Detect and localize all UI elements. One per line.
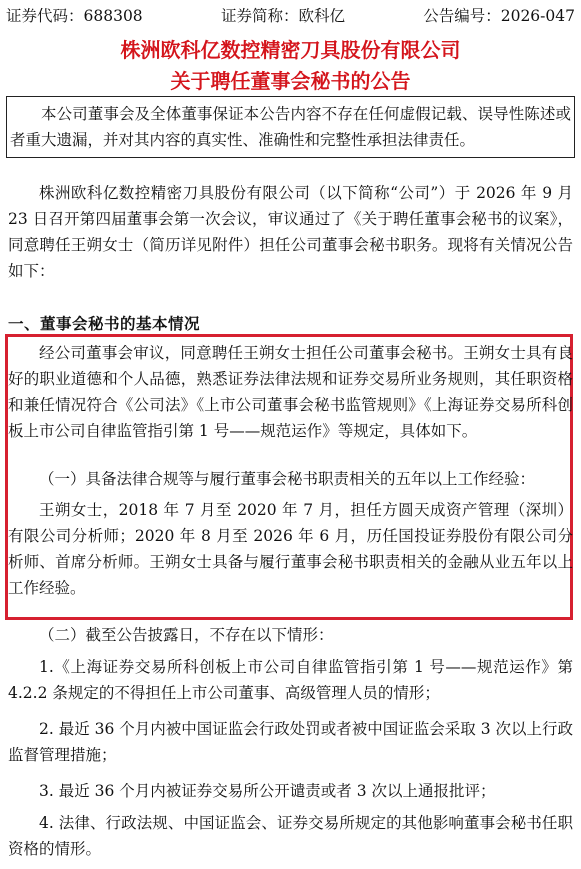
company-name-title: 株洲欧科亿数控精密刀具股份有限公司 — [120, 38, 461, 62]
intro-paragraph: 株洲欧科亿数控精密刀具股份有限公司（以下简称“公司”）于 2026 年 9 月 23 日召开第四届董事会第一次会议，审议通过了《关于聘任董事会秘书的议案》，同意聘任王朔女士（简历详见附件）担任公司董事会秘书职务。现将有关情况公告如下： — [8, 184, 573, 280]
section-heading: 一、董事会秘书的基本情况 — [8, 315, 201, 333]
announcement-number: 公告编号：2026-047 — [423, 7, 575, 25]
condition-item-4: 4. 法律、行政法规、中国证监会、证券交易所规定的其他影响董事会秘书任职资格的情形。 — [8, 814, 573, 858]
approval-paragraph: 经公司董事会审议，同意聘任王朔女士担任公司董事会秘书。王朔女士具有良好的职业道德和个人品德，熟悉证券法律法规和证券交易所业务规则，其任职资格和兼任情况符合《公司法》《上市公司董事会秘书监管规则》《上海证券交易所科创板上市公司自律监管指引第 1 号——规范运作》等规定，具体如下。 — [8, 344, 573, 440]
stock-code: 证券代码：688308 — [6, 7, 143, 25]
subsection-1-body: 王朔女士，2018 年 7 月至 2020 年 7 月，担任方圆天成资产管理（深圳）有限公司分析师；2020 年 8 月至 2026 年 6 月，历任国投证券股份有限公司分析师、首席分析师。王朔女士具备与履行董事会秘书职责相关的金融从业五年以上工作经验。 — [8, 501, 573, 597]
subsection-2-heading: （二）截至公告披露日，不存在以下情形： — [39, 626, 334, 644]
condition-item-2: 2. 最近 36 个月内被中国证监会行政处罚或者被中国证监会采取 3 次以上行政监督管理措施； — [8, 720, 574, 764]
stock-name: 证券简称：欧科亿 — [220, 7, 345, 25]
subsection-1-heading: （一）具备法律合规等与履行董事会秘书职责相关的五年以上工作经验： — [39, 470, 536, 488]
disclaimer-text: 本公司董事会及全体董事保证本公告内容不存在任何虚假记载、误导性陈述或者重大遗漏，并对其内容的真实性、准确性和完整性承担法律责任。 — [10, 105, 571, 149]
announcement-title: 关于聘任董事会秘书的公告 — [170, 69, 411, 93]
condition-item-3: 3. 最近 36 个月内被证券交易所公开谴责或者 3 次以上通报批评； — [39, 782, 496, 800]
condition-item-1: 1.《上海证券交易所科创板上市公司自律监管指引第 1 号——规范运作》第 4.2.2 条规定的不得担任上市公司董事、高级管理人员的情形； — [8, 658, 573, 702]
disclaimer-box — [6, 96, 575, 158]
document-header — [6, 4, 575, 26]
